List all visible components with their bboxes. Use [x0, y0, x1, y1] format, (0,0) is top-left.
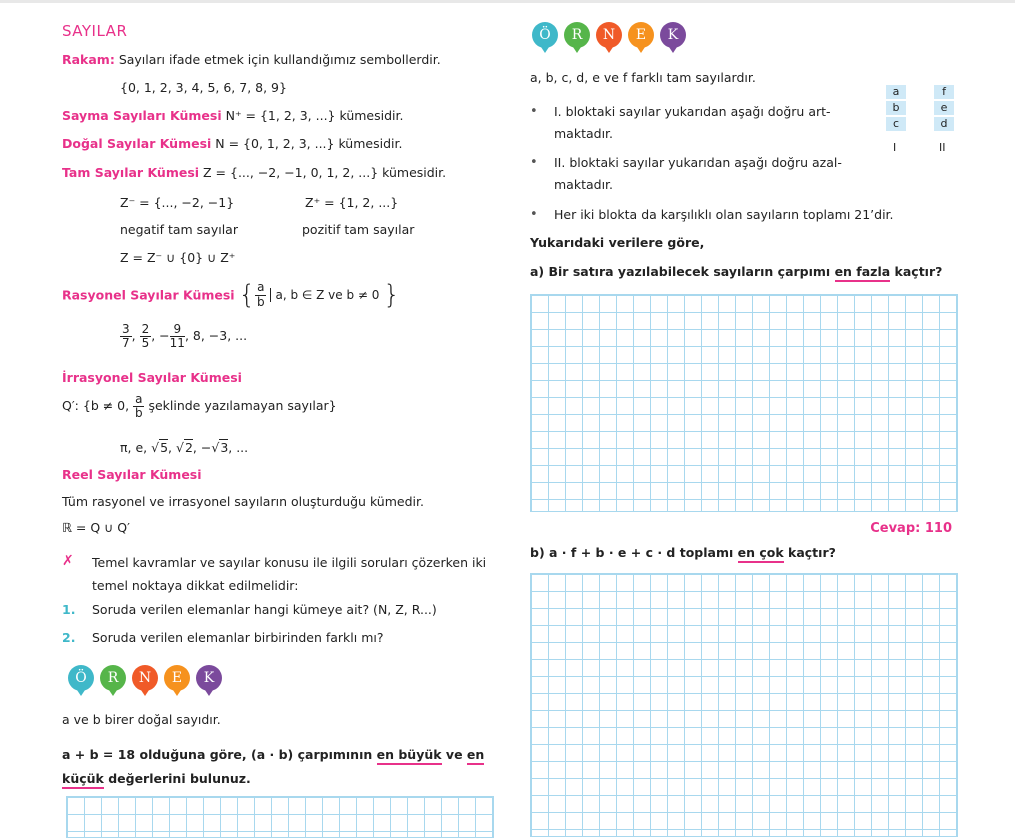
dogal-label: Doğal Sayılar Kümesi — [62, 136, 212, 151]
bullet2-line1: II. bloktaki sayılar yukarıdan aşağı doğru azal- — [554, 155, 842, 170]
irrasyonel-examples: π, e, √5, √2, −√3, ... — [120, 440, 249, 455]
badge-r: R — [100, 665, 126, 691]
sayma-definition — [62, 108, 403, 123]
irrasyonel-label: İrrasyonel Sayılar Kümesi — [62, 370, 242, 385]
pin-icon: ✗ — [62, 553, 74, 569]
dogal-text: N = {0, 1, 2, 3, ...} kümesidir. — [211, 136, 403, 151]
bullet-1: • — [530, 104, 538, 119]
question-b: b) a · f + b · e + c · d toplamı en çok kaçtır? — [530, 545, 836, 560]
block2-label: II — [939, 141, 946, 154]
section-title: SAYILAR — [62, 22, 128, 40]
example-intro: a ve b birer doğal sayıdır. — [62, 712, 221, 727]
example-question: a + b = 18 olduğuna göre, (a · b) çarpımının en büyük ve en küçük değerlerini bulunuz. — [62, 743, 502, 791]
bullet2-line2: maktadır. — [554, 177, 614, 192]
negative-label: negatif tam sayılar — [120, 222, 238, 237]
answer-grid-b[interactable] — [530, 573, 958, 837]
irrasyonel-definition — [62, 393, 337, 420]
badge-e: E — [628, 22, 654, 48]
example-fraction: $\frac{9}{11}$ — [169, 322, 185, 351]
tip2-text: Soruda verilen elemanlar birbirinden farklı mı? — [92, 630, 384, 645]
answer-grid-a[interactable] — [530, 294, 958, 512]
digits-set: {0, 1, 2, 3, 4, 5, 6, 7, 8, 9} — [120, 80, 287, 95]
z-negative-set: Z⁻ = {..., −2, −1} — [120, 195, 235, 210]
example-fraction: $\frac{2}{5}$ — [141, 322, 150, 351]
highlight-kucuk: küçük — [62, 771, 104, 789]
rakam-text: Sayıları ifade etmek için kullandığımız sembollerdir. — [114, 52, 441, 67]
bullet-3: • — [530, 207, 538, 222]
tam-label: Tam Sayılar Kümesi — [62, 165, 200, 180]
rasyonel-condition: a, b ∈ Z ve b ≠ 0 — [270, 288, 379, 302]
block2-cell: f — [934, 85, 954, 99]
close-brace: } — [383, 280, 400, 310]
block1-cell: c — [886, 117, 906, 131]
rasyonel-fraction — [255, 281, 266, 308]
tip2-number: 2. — [62, 630, 76, 645]
answer-grid-left[interactable] — [66, 796, 494, 838]
block1-label: I — [893, 141, 897, 154]
irr-suffix: şeklinde yazılamayan sayılar} — [148, 398, 337, 414]
tip1-number: 1. — [62, 602, 76, 617]
badge-n: N — [596, 22, 622, 48]
example-fraction: $\frac{3}{7}$ — [122, 322, 130, 351]
badge-k: K — [660, 22, 686, 48]
rakam-label: Rakam: — [62, 52, 115, 67]
rasyonel-definition — [62, 280, 400, 310]
rasyonel-label: Rasyonel Sayılar Kümesi — [62, 287, 235, 303]
bullet3-text: Her iki blokta da karşılıklı olan sayıların toplamı 21’dir. — [554, 207, 894, 222]
frac-den: b — [256, 294, 265, 309]
badge-k: K — [196, 665, 222, 691]
highlight-en-fazla: en fazla — [835, 264, 891, 282]
block2-cell: e — [934, 101, 954, 115]
ornek-badges-left — [68, 665, 228, 691]
irr-prefix: Q′: {b ≠ 0, — [62, 398, 130, 414]
right-intro: a, b, c, d, e ve f farklı tam sayılardır. — [530, 70, 756, 85]
rakam-definition — [62, 52, 441, 67]
given-text: Yukarıdaki verilere göre, — [530, 235, 705, 250]
open-brace: { — [238, 280, 256, 310]
blocks-diagram — [886, 85, 966, 165]
top-border — [0, 0, 1015, 3]
note-text: Temel kavramlar ve sayılar konusu ile ilgili soruları çözerken iki temel noktaya dikkat edilmelidir: — [92, 555, 487, 593]
badge-o: Ö — [532, 22, 558, 48]
badge-n: N — [132, 665, 158, 691]
reel-formula: ℝ = Q ∪ Q′ — [62, 520, 130, 535]
badge-e: E — [164, 665, 190, 691]
bullet1-line2: maktadır. — [554, 126, 614, 141]
highlight-en-cok: en çok — [738, 545, 784, 563]
frac-num: a — [257, 280, 265, 295]
badge-r: R — [564, 22, 590, 48]
positive-label: pozitif tam sayılar — [302, 222, 415, 237]
highlight-en-buyuk: en büyük — [377, 747, 442, 765]
reel-text: Tüm rasyonel ve irrasyonel sayıların oluşturduğu kümedir. — [62, 494, 424, 509]
bullet-2: • — [530, 155, 538, 170]
block2-cell: d — [934, 117, 954, 131]
tip1-text: Soruda verilen elemanlar hangi kümeye ait? (N, Z, R...) — [92, 602, 437, 617]
ornek-badges-right — [532, 22, 692, 48]
sayma-label: Sayma Sayıları Kümesi — [62, 108, 222, 123]
block1-cell: b — [886, 101, 906, 115]
dogal-definition — [62, 136, 402, 151]
tam-text: Z = {..., −2, −1, 0, 1, 2, ...} kümesidir. — [199, 165, 447, 180]
reel-label: Reel Sayılar Kümesi — [62, 467, 202, 482]
block1-cell: a — [886, 85, 906, 99]
question-a: a) Bir satıra yazılabilecek sayıların çarpımı en fazla kaçtır? — [530, 264, 942, 279]
rasyonel-examples: $\frac{3}{7}$ , $\frac{2}{5}$ , − $\frac{9}{11}$ , 8, −3, ... — [122, 322, 248, 351]
tam-definition — [62, 165, 446, 180]
bullet1-line1: I. bloktaki sayılar yukarıdan aşağı doğru art- — [554, 104, 831, 119]
z-positive-set: Z⁺ = {1, 2, ...} — [305, 195, 399, 210]
example-tail: 8, −3, ... — [192, 328, 248, 344]
answer-text: Cevap: 110 — [870, 521, 952, 536]
highlight-en: en — [467, 747, 484, 765]
z-union: Z = Z⁻ ∪ {0} ∪ Z⁺ — [120, 250, 236, 265]
sayma-text: N⁺ = {1, 2, 3, ...} kümesidir. — [221, 108, 404, 123]
irr-fraction: $\frac{a}{b}$ — [134, 392, 143, 421]
badge-o: Ö — [68, 665, 94, 691]
